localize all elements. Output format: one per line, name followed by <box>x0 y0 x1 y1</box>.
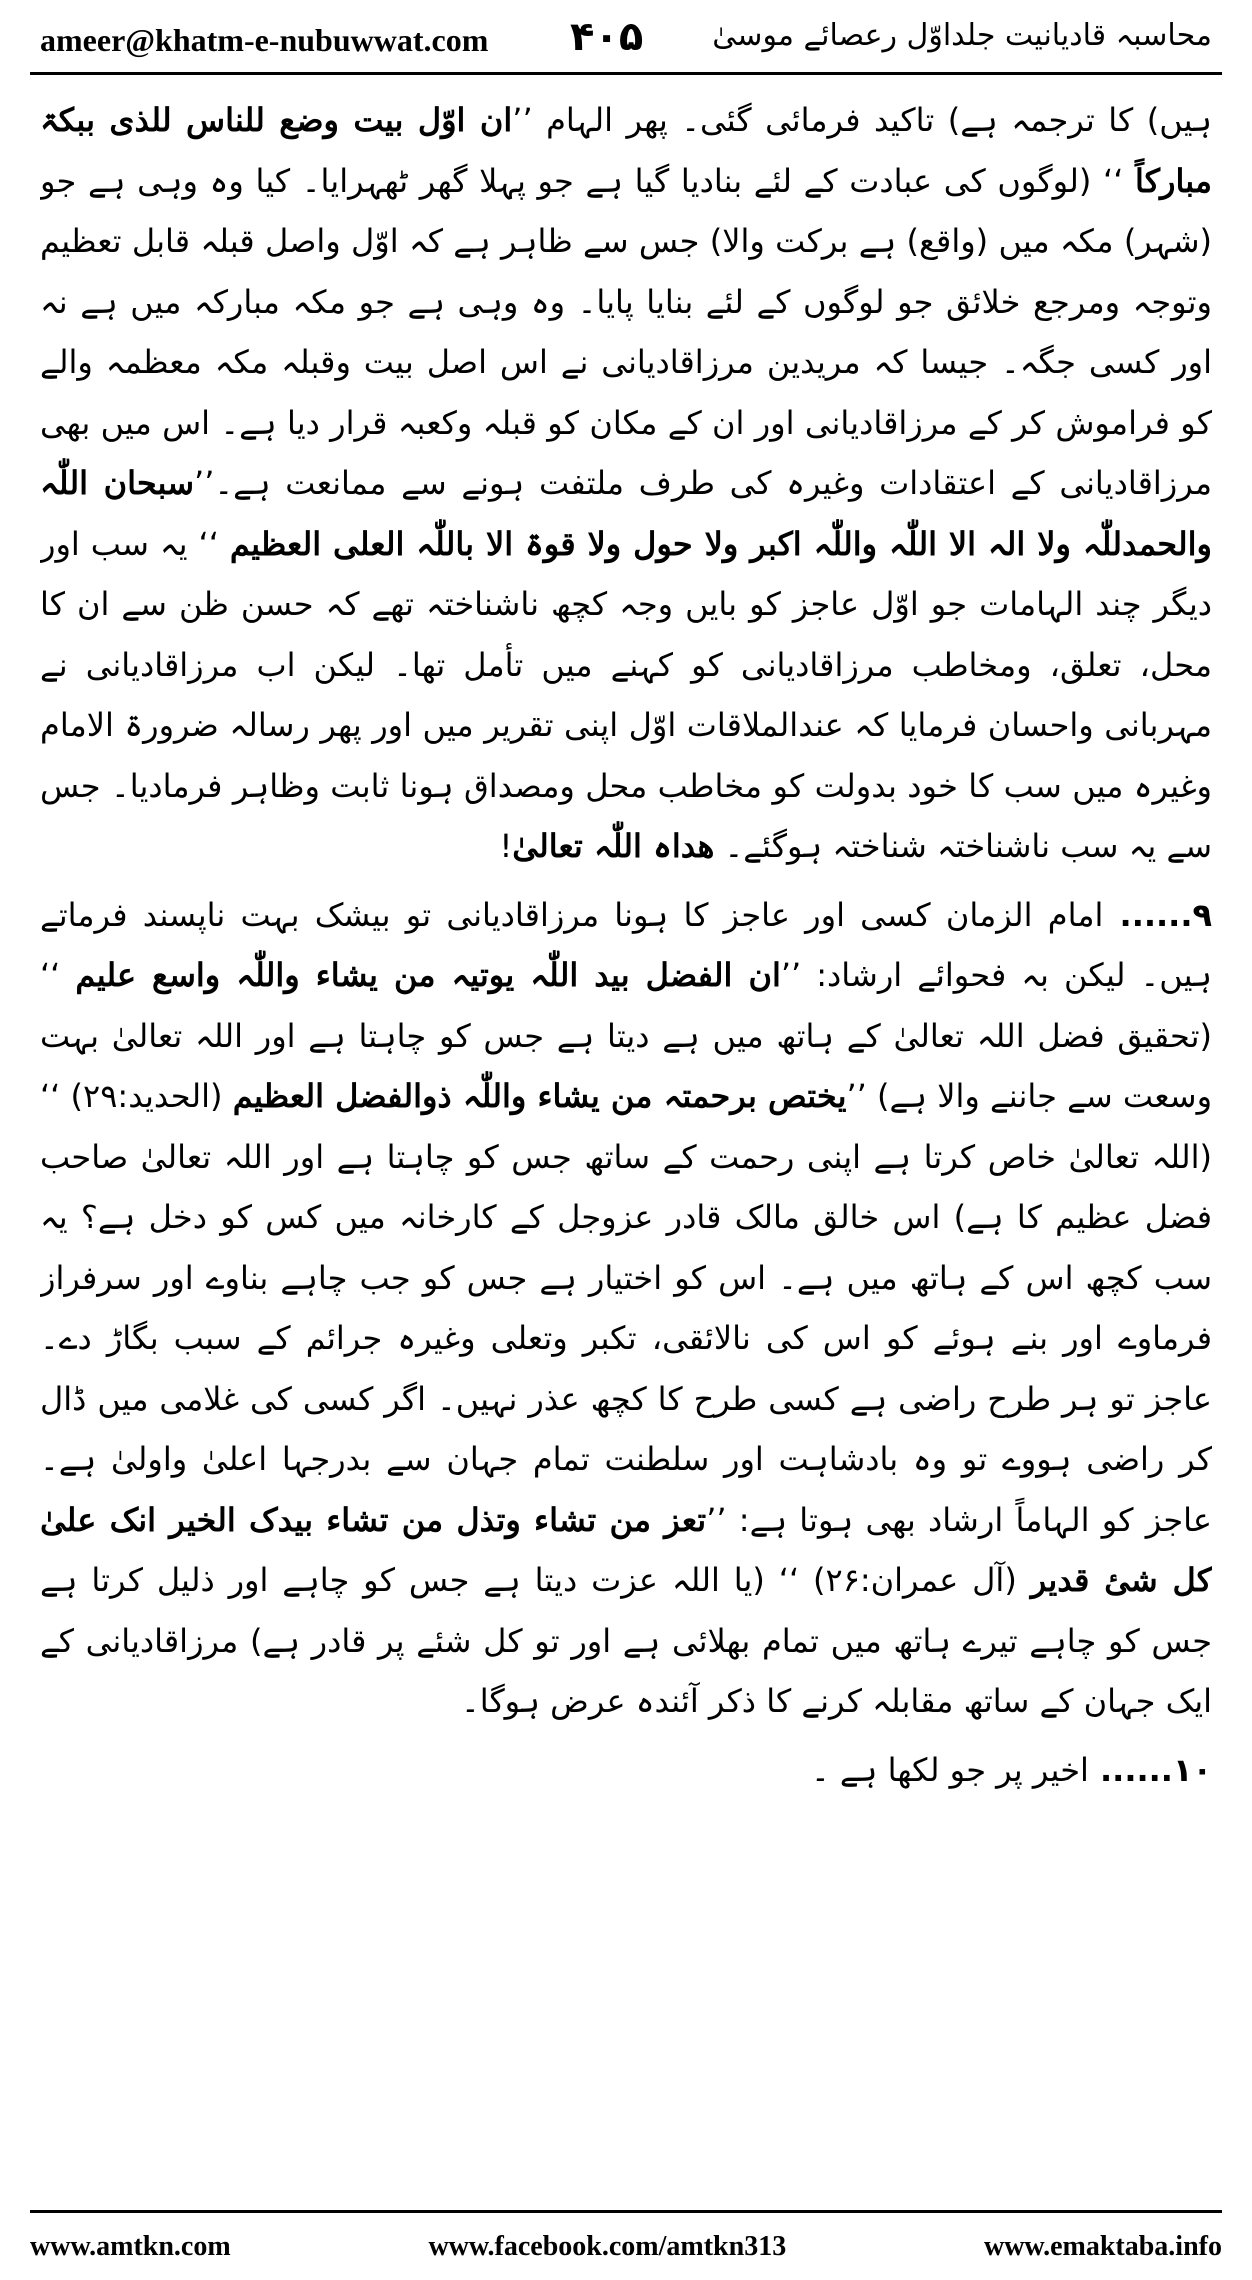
page-header <box>40 10 1212 66</box>
arabic-quote: تعز من تشاء وتذل من تشاء بیدک الخیر انک علیٰ کل شیٔ قدیر <box>40 1500 1212 1599</box>
paragraph-9 <box>40 885 1212 1732</box>
page-footer <box>30 2222 1222 2272</box>
footer-link-emaktaba[interactable]: www.emaktaba.info <box>983 2231 1222 2262</box>
text-segment: ‘‘ (تحقیق فضل اللہ تعالیٰ کے ہاتھ میں ہے دیتا ہے جس کو چاہتا ہے اور اللہ تعالیٰ بہت وسعت سے جاننے والا ہے) ’’ <box>40 956 1212 1115</box>
arabic-quote: ان الفضل بید اللّٰہ یوتیہ من یشاء واللّٰہ واسع علیم <box>75 956 781 994</box>
text-segment: (آل عمران:۲۶) ‘‘ (یا اللہ عزت دیتا ہے جس کو چاہے اور ذلیل کرتا ہے جس کو چاہے تیرے ہاتھ میں تمام بھلائی ہے اور تو کل شئے پر قادر ہے) مرزاقادیانی کے ایک جہان کے ساتھ مقابلہ کرنے کا ذکر آئندہ عرض ہوگا۔ <box>40 1561 1212 1720</box>
paragraph-1 <box>40 90 1212 877</box>
text-segment: ! <box>499 827 513 865</box>
book-title: محاسبہ قادیانیت جلداوّل رعصائے موسیٰ <box>712 18 1212 53</box>
arabic-quote: یختص برحمتہ من یشاء واللّٰہ ذوالفضل العظیم <box>232 1077 847 1115</box>
header-email: ameer@khatm-e-nubuwwat.com <box>40 22 489 58</box>
page-body <box>40 90 1212 2110</box>
item-number: ۱۰...... <box>1088 1750 1212 1789</box>
footer-link-facebook[interactable]: www.facebook.com/amtkn313 <box>428 2231 787 2262</box>
text-segment: امام الزمان کسی اور عاجز کا ہونا مرزاقادیانی تو بیشک بہت ناپسند فرماتے ہیں۔ لیکن بہ فحوائے ارشاد: ’’ <box>40 895 1212 994</box>
footer-rule <box>30 2210 1222 2213</box>
arabic-quote: سبحان اللّٰہ والحمدللّٰہ ولا الہ الا اللّٰہ واللّٰہ اکبر ولا حول ولا قوۃ الا باللّٰہ العلی العظیم <box>40 464 1212 563</box>
text-segment: ‘‘ (لوگوں کی عبادت کے لئے بنادیا گیا ہے جو پہلا گھر ٹھہرایا۔ کیا وہ وہی ہے جو (شہر) مکہ میں (واقع) ہے برکت والا) جس سے ظاہر ہے کہ اوّل واصل قبلہ قابل تعظیم وتوجہ ومرجع خلائق جو لوگوں کے لئے بنایا پایا۔ وہ وہی ہے جو مکہ مبارکہ میں ہے نہ اور کسی جگہ۔ جیسا کہ مریدین مرزاقادیانی نے اس اصل بیت وقبلہ مکہ معظمہ والے کو فراموش کر کے مرزاقادیانی اور ان کے مکان کو قبلہ وکعبہ قرار دیا ہے۔ اس میں بھی مرزاقادیانی کے اعتقادات وغیرہ کی طرف ملتفت ہونے سے ممانعت ہے۔’’ <box>40 161 1212 502</box>
arabic-quote: ان اوّل بیت وضع للناس للذی ببکۃ مبارکاً <box>40 101 1212 200</box>
footer-link-amtkn[interactable]: www.amtkn.com <box>30 2231 231 2262</box>
text-segment: ہیں) کا ترجمہ ہے) تاکید فرمائی گئی۔ پھر الہام ’’ <box>512 101 1212 139</box>
item-number: ۹...... <box>1103 895 1212 934</box>
paragraph-10 <box>40 1740 1212 1801</box>
text-segment: اخیر پر جو لکھا ہے ۔ <box>810 1750 1089 1789</box>
text-segment: ‘‘ یہ سب اور دیگر چند الہامات جو اوّل عاجز کو بایں وجہ کچھ ناشناختہ تھے کہ حسن ظن سے ان کا محل، تعلق، ومخاطب مرزاقادیانی کو کہنے میں تأمل تھا۔ لیکن اب مرزاقادیانی نے مہربانی واحسان فرمایا کہ عندالملاقات اوّل اپنی تقریر میں اور پھر رسالہ ضرورۃ الامام وغیرہ میں سب کا خود بدولت کو مخاطب محل ومصداق ہونا ثابت وظاہر فرمادیا۔ جس سے یہ سب ناشناختہ شناختہ ہوگئے۔ <box>40 524 1212 865</box>
arabic-quote: ھداہ اللّٰہ تعالیٰ <box>512 827 715 865</box>
page-number: ۴۰۵ <box>570 14 644 60</box>
header-rule <box>30 72 1222 75</box>
text-segment: (الحدید:۲۹) ‘‘ (اللہ تعالیٰ خاص کرتا ہے اپنی رحمت کے ساتھ جس کو چاہتا ہے اور اللہ تعالیٰ صاحب فضل عظیم کا ہے) اس خالق مالک قادر عزوجل کے کارخانہ میں کس کو دخل ہے؟ یہ سب کچھ اس کے ہاتھ میں ہے۔ اس کو اختیار ہے جس کو جب چاہے بناوے اور سرفراز فرماوے اور بنے ہوئے کو اس کی نالائقی، تکبر وتعلی وغیرہ جرائم کے سبب بگاڑ دے۔ عاجز تو ہر طرح راضی ہے کسی طرح کا کچھ عذر نہیں۔ اگر کسی کی غلامی میں ڈال کر راضی ہووے تو وہ بادشاہت اور سلطنت تمام جہان سے بدرجہا اعلیٰ واولیٰ ہے۔ عاجز کو الہاماً ارشاد بھی ہوتا ہے: ’’ <box>40 1077 1212 1539</box>
